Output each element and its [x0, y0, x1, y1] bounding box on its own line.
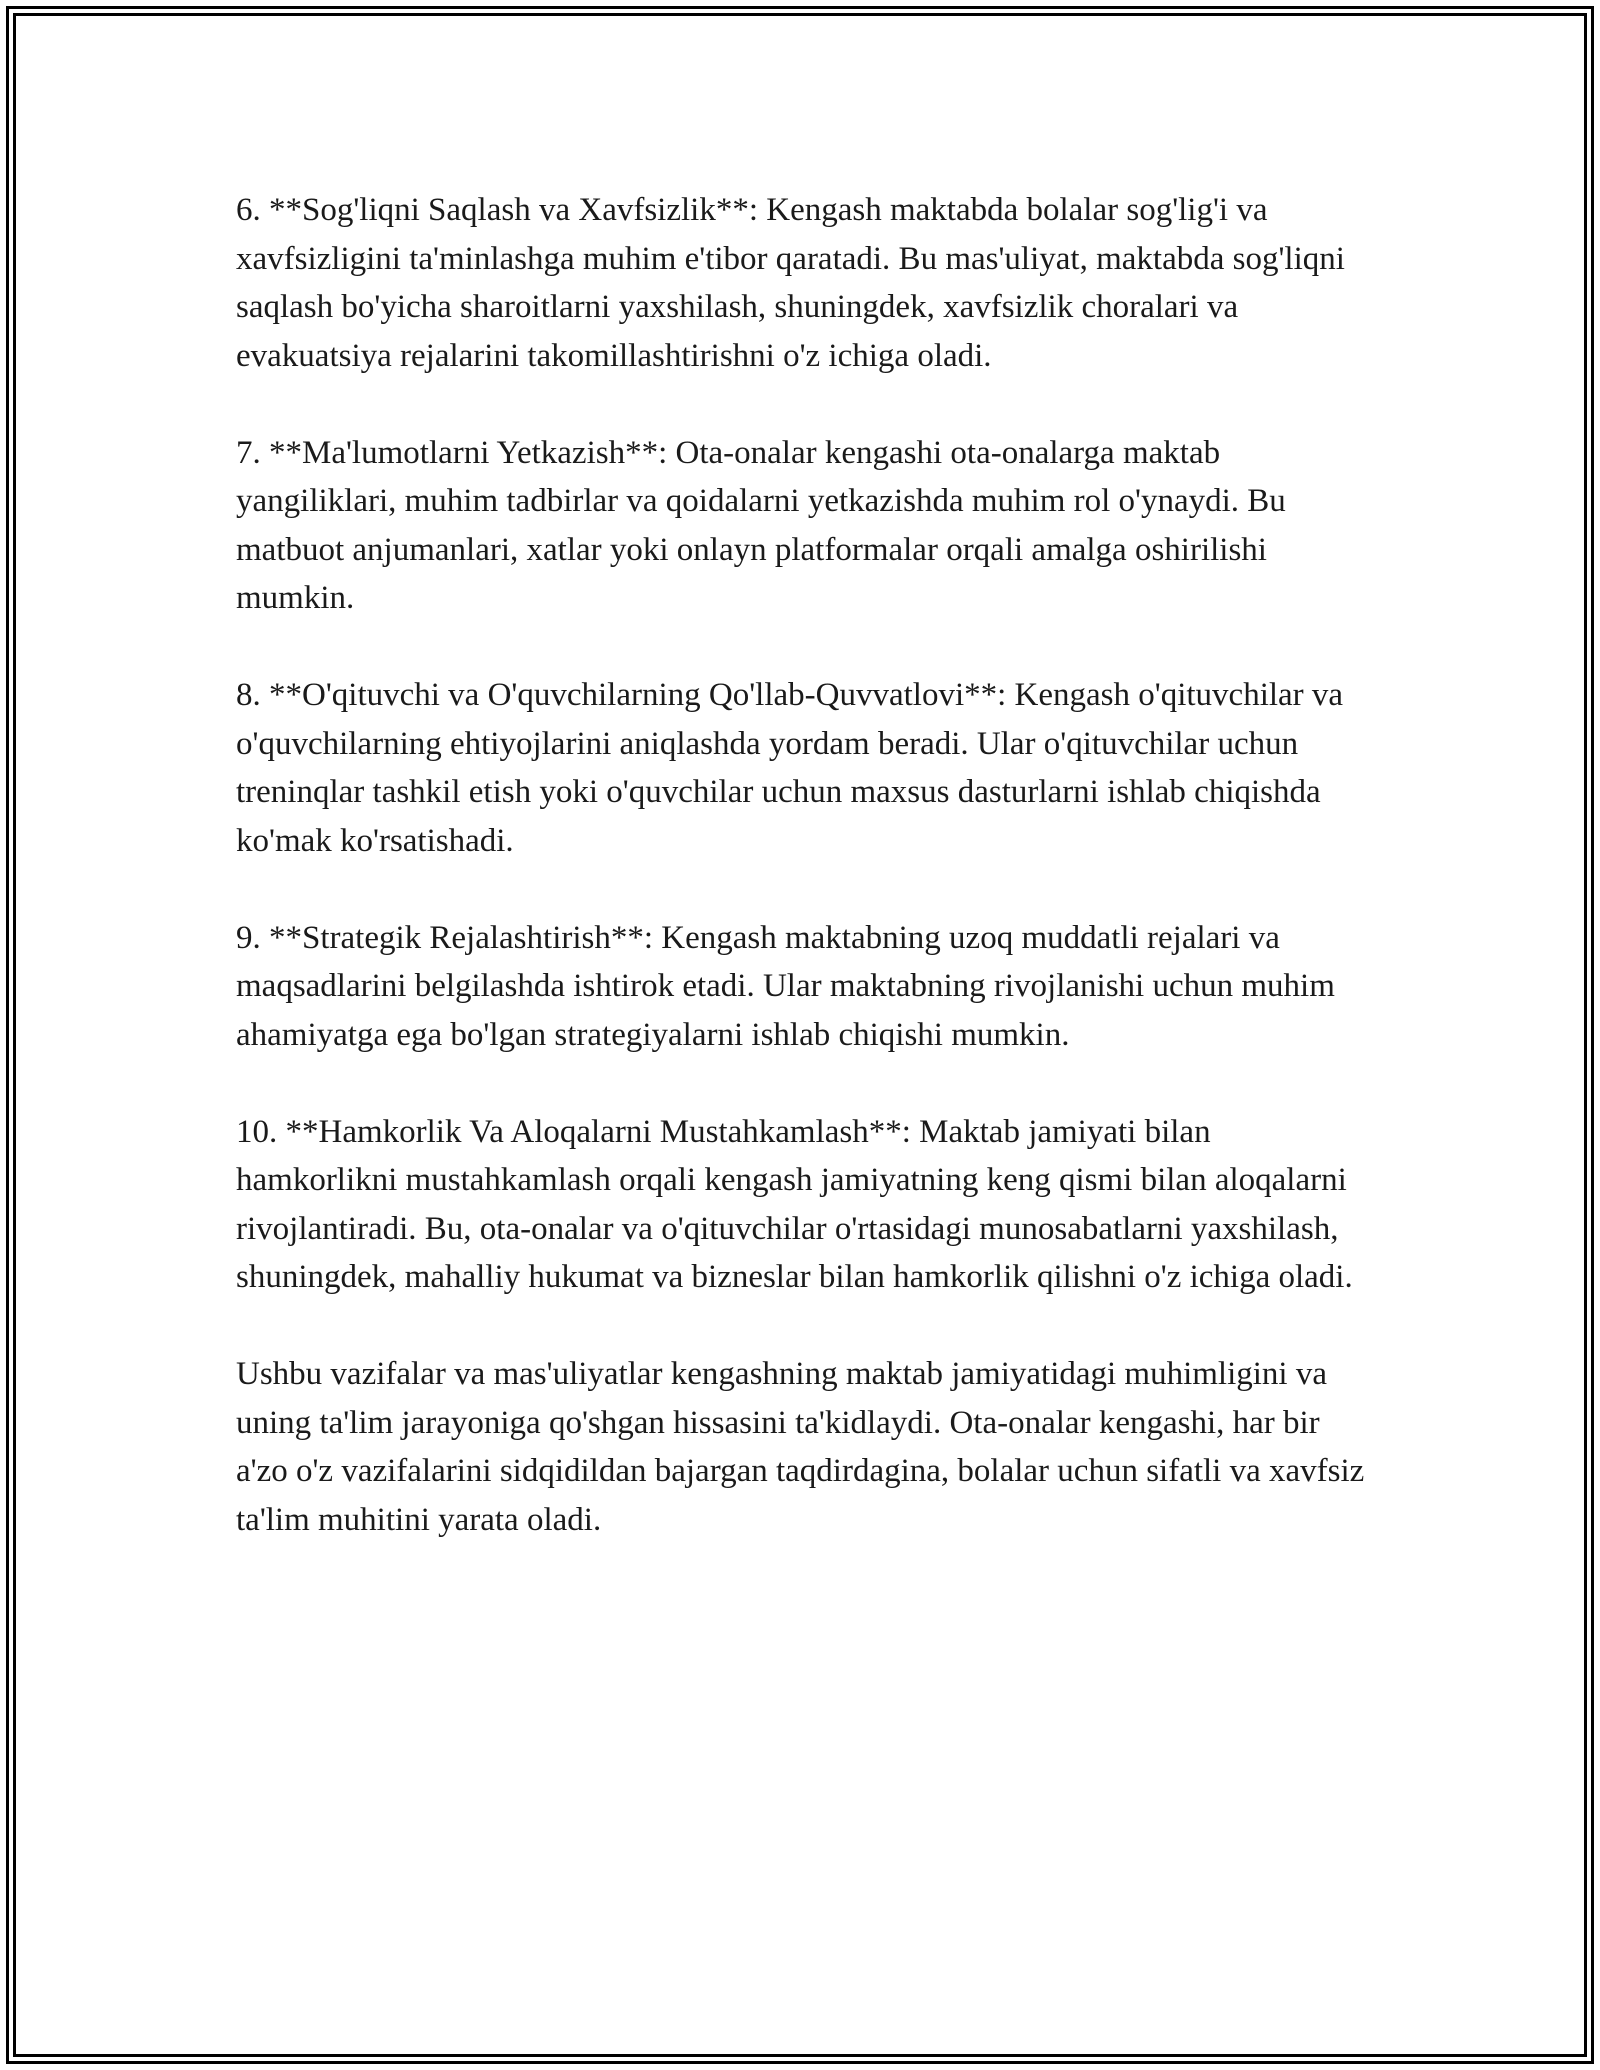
paragraph-item-10: 10. **Hamkorlik Va Aloqalarni Mustahkamlash**: Maktab jamiyati bilan hamkorlikni mustahkamlash orqali kengash jamiyatning keng qismi bilan aloqalarni rivojlantiradi. Bu, ota-onalar va o'qituvchilar o'rtasidagi munosabatlarni yaxshilash, shuningdek, mahalliy hukumat va bizneslar bilan hamkorlik qilishni o'z ichiga oladi.	[236, 1113, 1353, 1295]
paragraph-item-9: 9. **Strategik Rejalashtirish**: Kengash maktabning uzoq muddatli rejalari va maqsadlarini belgilashda ishtirok etadi. Ular maktabning rivojlanishi uchun muhim ahamiyatga ega bo'lgan strategiyalarni ishlab chiqishi mumkin.	[236, 919, 1335, 1053]
paragraph-item-6: 6. **Sog'liqni Saqlash va Xavfsizlik**: Kengash maktabda bolalar sog'lig'i va xavfsizligini ta'minlashga muhim e'tibor qaratadi. Bu mas'uliyat, maktabda sog'liqni saqlash bo'yicha sharoitlarni yaxshilash, shuningdek, xavfsizlik choralari va evakuatsiya rejalarini takomillashtirishni o'z ichiga oladi.	[236, 192, 1345, 374]
paragraph-item-8: 8. **O'qituvchi va O'quvchilarning Qo'llab-Quvvatlovi**: Kengash o'qituvchilar va o'quvchilarning ehtiyojlarini aniqlashda yordam beradi. Ular o'qituvchilar uchun treninqlar tashkil etish yoki o'quvchilar uchun maxsus dasturlarni ishlab chiqishda ko'mak ko'rsatishadi.	[236, 677, 1344, 859]
document-body	[236, 186, 1376, 1593]
paragraph-item-7: 7. **Ma'lumotlarni Yetkazish**: Ota-onalar kengashi ota-onalarga maktab yangiliklari, muhim tadbirlar va qoidalarni yetkazishda muhim rol o'ynaydi. Bu matbuot anjumanlari, xatlar yoki onlayn platformalar orqali amalga oshirilishi mumkin.	[236, 434, 1286, 616]
paragraph-conclusion: Ushbu vazifalar va mas'uliyatlar kengashning maktab jamiyatidagi muhimligini va uning ta'lim jarayoniga qo'shgan hissasini ta'kidlaydi. Ota-onalar kengashi, har bir a'zo o'z vazifalarini sidqidildan bajargan taqdirdagina, bolalar uchun sifatli va xavfsiz ta'lim muhitini yarata oladi.	[236, 1356, 1365, 1538]
